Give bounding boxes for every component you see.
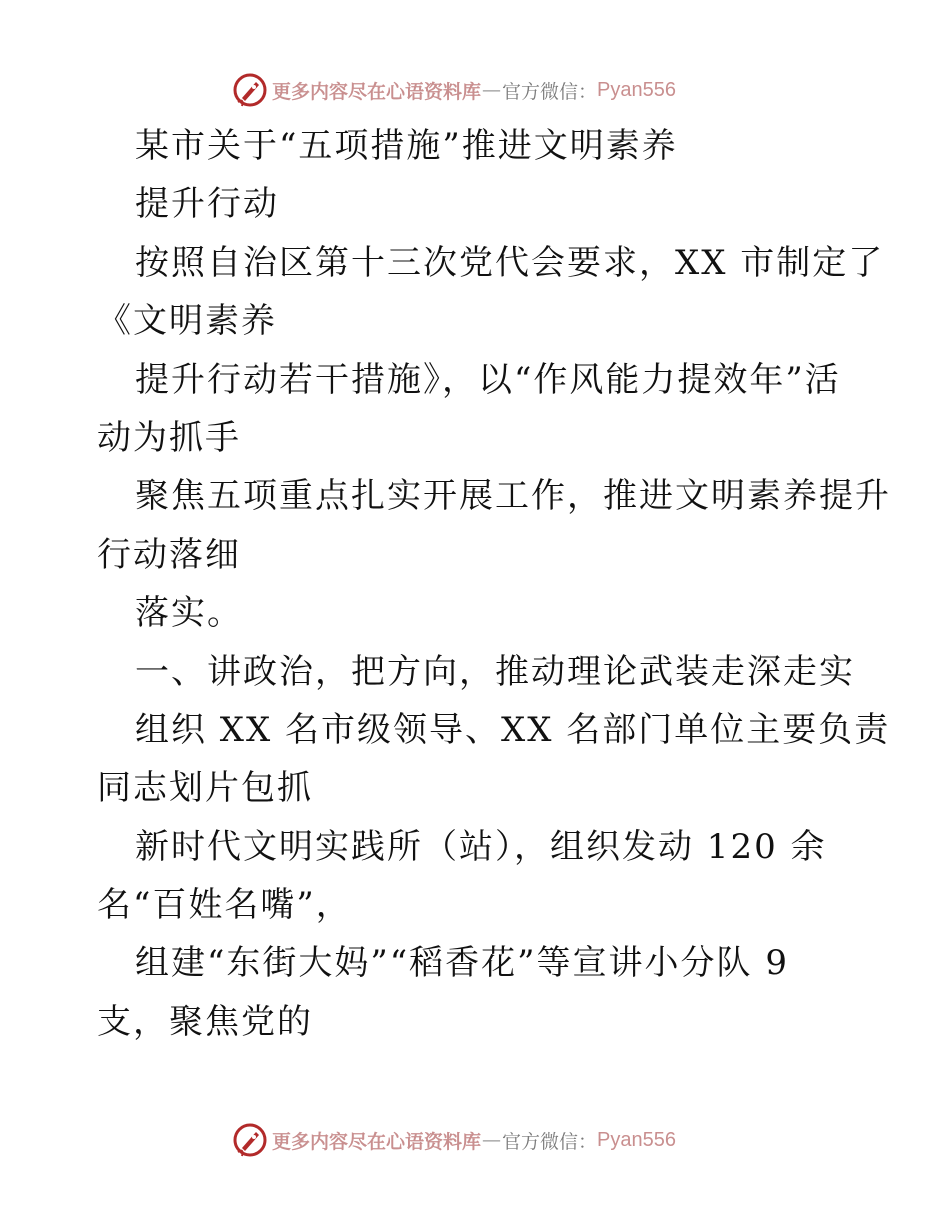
document-line: 组建“东街大妈”“稻香花”等宣讲小分队 9 bbox=[135, 943, 789, 984]
document-line: 一、讲政治，把方向，推动理论武装走深走实 bbox=[135, 651, 855, 692]
banner-wechat-id: Pyan556 bbox=[597, 78, 676, 101]
document-line: 同志划片包抓 bbox=[97, 768, 313, 809]
banner-wechat-id: Pyan556 bbox=[597, 1128, 676, 1151]
pen-nib-logo-icon bbox=[232, 72, 268, 108]
document-line: 按照自治区第十三次党代会要求，XX 市制定了 bbox=[135, 242, 885, 283]
document-line: 某市关于“五项措施”推进文明素养 bbox=[135, 126, 678, 166]
banner-wechat-label: 官方微信： bbox=[502, 1130, 598, 1153]
document-line: 支，聚焦党的 bbox=[97, 1001, 313, 1042]
banner-title: 更多内容尽在心语资料库 bbox=[272, 80, 482, 103]
document-line: 新时代文明实践所（站），组织发动 120 余 bbox=[135, 826, 827, 867]
banner-separator: — bbox=[482, 1129, 502, 1151]
document-line: 提升行动 bbox=[135, 184, 279, 225]
document-line: 聚焦五项重点扎实开展工作，推进文明素养提升 bbox=[135, 476, 891, 517]
banner-separator: — bbox=[482, 79, 502, 101]
header-banner bbox=[232, 71, 676, 109]
banner-wechat-label: 官方微信： bbox=[502, 80, 598, 103]
document-line: 组织 XX 名市级领导、XX 名部门单位主要负责 bbox=[135, 709, 891, 750]
document-line: 落实。 bbox=[135, 593, 243, 634]
pen-nib-logo-icon bbox=[232, 1122, 268, 1158]
document-body bbox=[97, 117, 891, 1051]
footer-banner bbox=[232, 1121, 676, 1159]
document-line: 动为抓手 bbox=[97, 417, 241, 458]
document-line: 《文明素养 bbox=[97, 301, 277, 342]
banner-title: 更多内容尽在心语资料库 bbox=[272, 1130, 482, 1153]
document-line: 名“百姓名嘴”， bbox=[97, 885, 352, 926]
document-line: 行动落细 bbox=[97, 534, 241, 575]
document-line: 提升行动若干措施》，以“作风能力提效年”活 bbox=[135, 359, 841, 400]
